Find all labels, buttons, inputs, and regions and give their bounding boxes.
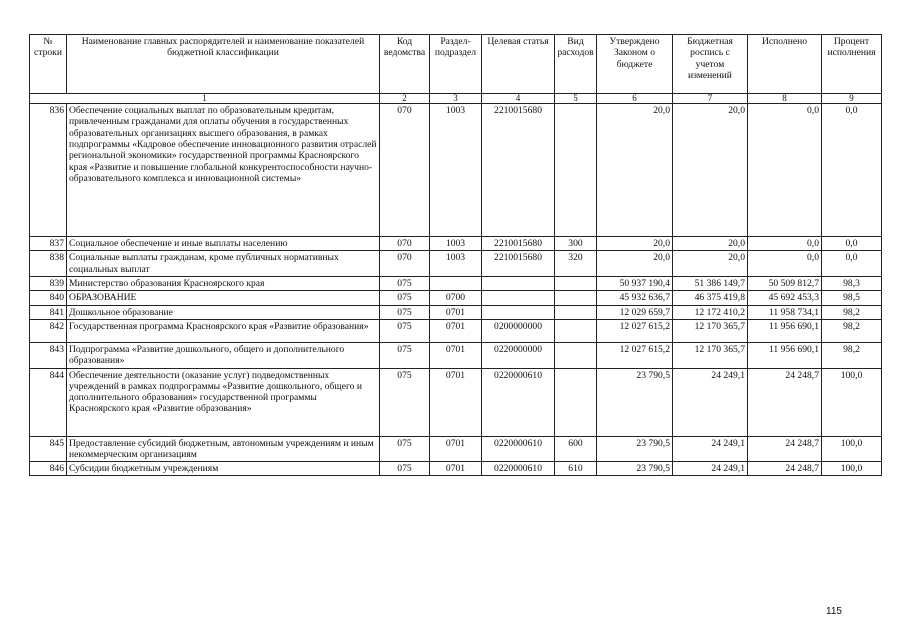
row-expense-type (555, 342, 597, 368)
row-name: Обеспечение социальных выплат по образовательным кредитам, привлеченным гражданами для оплаты обучения в государственных образовательных организациях высшего образования, в рамках подпрограммы «Кадровое обеспечение инновационного развития отраслей региональной экономики» государственной программы Красноярского края «Развитие и повышение глобальной конкурентоспособности научно-образовательного комплекса и инновационной системы» (67, 104, 380, 237)
header-row (30, 35, 882, 94)
row-approved: 12 027 615,2 (597, 342, 673, 368)
row-executed: 24 248,7 (748, 436, 822, 462)
header-expense-type: Вид расходов (555, 35, 597, 94)
row-approved: 23 790,5 (597, 368, 673, 436)
row-approved: 12 027 615,2 (597, 319, 673, 342)
row-target: 0220000610 (482, 436, 555, 462)
row-number: 842 (30, 319, 67, 342)
row-section: 1003 (430, 104, 482, 237)
row-percent: 98,5 (822, 291, 882, 305)
row-name: Социальное обеспечение и иные выплаты населению (67, 237, 380, 251)
row-percent: 98,3 (822, 276, 882, 290)
row-number: 837 (30, 237, 67, 251)
row-executed: 11 958 734,1 (748, 305, 822, 319)
row-budget: 12 170 365,7 (673, 342, 748, 368)
column-number: 9 (822, 94, 882, 104)
row-expense-type: 600 (555, 436, 597, 462)
row-target: 2210015680 (482, 237, 555, 251)
header-target: Целевая статья (482, 35, 555, 94)
row-name: Социальные выплаты гражданам, кроме публичных нормативных социальных выплат (67, 251, 380, 277)
row-dept-code: 075 (380, 462, 430, 476)
row-number: 843 (30, 342, 67, 368)
row-target (482, 305, 555, 319)
row-expense-type (555, 291, 597, 305)
row-section: 0701 (430, 436, 482, 462)
row-dept-code: 075 (380, 368, 430, 436)
row-section: 0701 (430, 368, 482, 436)
row-executed: 0,0 (748, 237, 822, 251)
row-section (430, 276, 482, 290)
row-expense-type (555, 368, 597, 436)
header-executed: Исполнено (748, 35, 822, 94)
header-name: Наименование главных распорядителей и наименование показателей бюджетной классификации (67, 35, 380, 94)
row-percent: 100,0 (822, 368, 882, 436)
table-row (30, 305, 882, 319)
row-expense-type (555, 276, 597, 290)
table-row (30, 104, 882, 237)
row-executed: 11 956 690,1 (748, 342, 822, 368)
header-approved: Утверждено Законом о бюджете (597, 35, 673, 94)
row-executed: 11 956 690,1 (748, 319, 822, 342)
table-row (30, 251, 882, 277)
row-approved: 12 029 659,7 (597, 305, 673, 319)
row-dept-code: 070 (380, 104, 430, 237)
row-expense-type: 610 (555, 462, 597, 476)
row-name: Обеспечение деятельности (оказание услуг) подведомственных учреждений в рамках подпрограммы «Развитие дошкольного, общего и дополнительного образования» государственной программы Красноярского края «Развитие образования» (67, 368, 380, 436)
row-target (482, 291, 555, 305)
row-section: 0701 (430, 462, 482, 476)
table-row (30, 237, 882, 251)
column-number: 7 (673, 94, 748, 104)
row-percent: 0,0 (822, 251, 882, 277)
row-approved: 23 790,5 (597, 462, 673, 476)
row-target: 0220000000 (482, 342, 555, 368)
row-percent: 100,0 (822, 436, 882, 462)
row-number: 838 (30, 251, 67, 277)
row-number: 839 (30, 276, 67, 290)
row-executed: 0,0 (748, 251, 822, 277)
row-budget: 12 172 410,2 (673, 305, 748, 319)
row-dept-code: 075 (380, 305, 430, 319)
row-section: 0700 (430, 291, 482, 305)
row-budget: 20,0 (673, 237, 748, 251)
row-target: 2210015680 (482, 104, 555, 237)
row-percent: 98,2 (822, 305, 882, 319)
column-number: 1 (30, 94, 380, 104)
row-approved: 20,0 (597, 237, 673, 251)
column-number: 3 (430, 94, 482, 104)
table-row (30, 342, 882, 368)
row-approved: 50 937 190,4 (597, 276, 673, 290)
row-dept-code: 075 (380, 436, 430, 462)
row-section: 0701 (430, 305, 482, 319)
row-expense-type (555, 305, 597, 319)
table-row (30, 319, 882, 342)
row-name: Министерство образования Красноярского края (67, 276, 380, 290)
row-executed: 50 509 812,7 (748, 276, 822, 290)
row-approved: 20,0 (597, 251, 673, 277)
row-dept-code: 075 (380, 276, 430, 290)
row-expense-type (555, 104, 597, 237)
row-name: Дошкольное образование (67, 305, 380, 319)
row-section: 0701 (430, 342, 482, 368)
page-number: 115 (826, 606, 842, 617)
header-dept-code: Код ведомства (380, 35, 430, 94)
row-budget: 24 249,1 (673, 436, 748, 462)
row-dept-code: 070 (380, 237, 430, 251)
row-number: 845 (30, 436, 67, 462)
row-dept-code: 075 (380, 319, 430, 342)
row-budget: 20,0 (673, 251, 748, 277)
row-percent: 0,0 (822, 237, 882, 251)
row-number: 840 (30, 291, 67, 305)
row-name: Государственная программа Красноярского края «Развитие образования» (67, 319, 380, 342)
row-percent: 98,2 (822, 342, 882, 368)
row-dept-code: 075 (380, 342, 430, 368)
row-target: 0220000610 (482, 462, 555, 476)
row-percent: 0,0 (822, 104, 882, 237)
column-number: 6 (597, 94, 673, 104)
row-budget: 46 375 419,8 (673, 291, 748, 305)
column-number: 8 (748, 94, 822, 104)
row-number: 841 (30, 305, 67, 319)
row-approved: 20,0 (597, 104, 673, 237)
table-body (30, 104, 882, 476)
budget-execution-table (29, 34, 882, 476)
row-executed: 0,0 (748, 104, 822, 237)
row-section: 0701 (430, 319, 482, 342)
row-number: 844 (30, 368, 67, 436)
row-budget: 12 170 365,7 (673, 319, 748, 342)
row-dept-code: 075 (380, 291, 430, 305)
row-name: Субсидии бюджетным учреждениям (67, 462, 380, 476)
row-budget: 20,0 (673, 104, 748, 237)
row-dept-code: 070 (380, 251, 430, 277)
row-section: 1003 (430, 251, 482, 277)
row-name: Подпрограмма «Развитие дошкольного, общего и дополнительного образования» (67, 342, 380, 368)
row-executed: 24 248,7 (748, 368, 822, 436)
row-number: 836 (30, 104, 67, 237)
row-executed: 45 692 453,3 (748, 291, 822, 305)
row-number: 846 (30, 462, 67, 476)
row-target: 0220000610 (482, 368, 555, 436)
row-expense-type (555, 319, 597, 342)
row-target: 2210015680 (482, 251, 555, 277)
row-name: Предоставление субсидий бюджетным, автономным учреждениям и иным некоммерческим организациям (67, 436, 380, 462)
row-target: 0200000000 (482, 319, 555, 342)
column-number: 4 (482, 94, 555, 104)
table-row (30, 291, 882, 305)
row-expense-type: 320 (555, 251, 597, 277)
header-budget: Бюджетная роспись с учетом изменений (673, 35, 748, 94)
header-num: № строки (30, 35, 67, 94)
row-expense-type: 300 (555, 237, 597, 251)
column-number: 5 (555, 94, 597, 104)
row-percent: 98,2 (822, 319, 882, 342)
column-number: 2 (380, 94, 430, 104)
table-row (30, 276, 882, 290)
table-row (30, 462, 882, 476)
row-name: ОБРАЗОВАНИЕ (67, 291, 380, 305)
row-target (482, 276, 555, 290)
row-budget: 24 249,1 (673, 368, 748, 436)
header-percent: Процент исполнения (822, 35, 882, 94)
row-executed: 24 248,7 (748, 462, 822, 476)
table-row (30, 436, 882, 462)
row-budget: 24 249,1 (673, 462, 748, 476)
row-section: 1003 (430, 237, 482, 251)
table-row (30, 368, 882, 436)
row-budget: 51 386 149,7 (673, 276, 748, 290)
row-approved: 45 932 636,7 (597, 291, 673, 305)
row-percent: 100,0 (822, 462, 882, 476)
row-approved: 23 790,5 (597, 436, 673, 462)
column-number-row (30, 94, 882, 104)
header-section: Раздел-подраздел (430, 35, 482, 94)
